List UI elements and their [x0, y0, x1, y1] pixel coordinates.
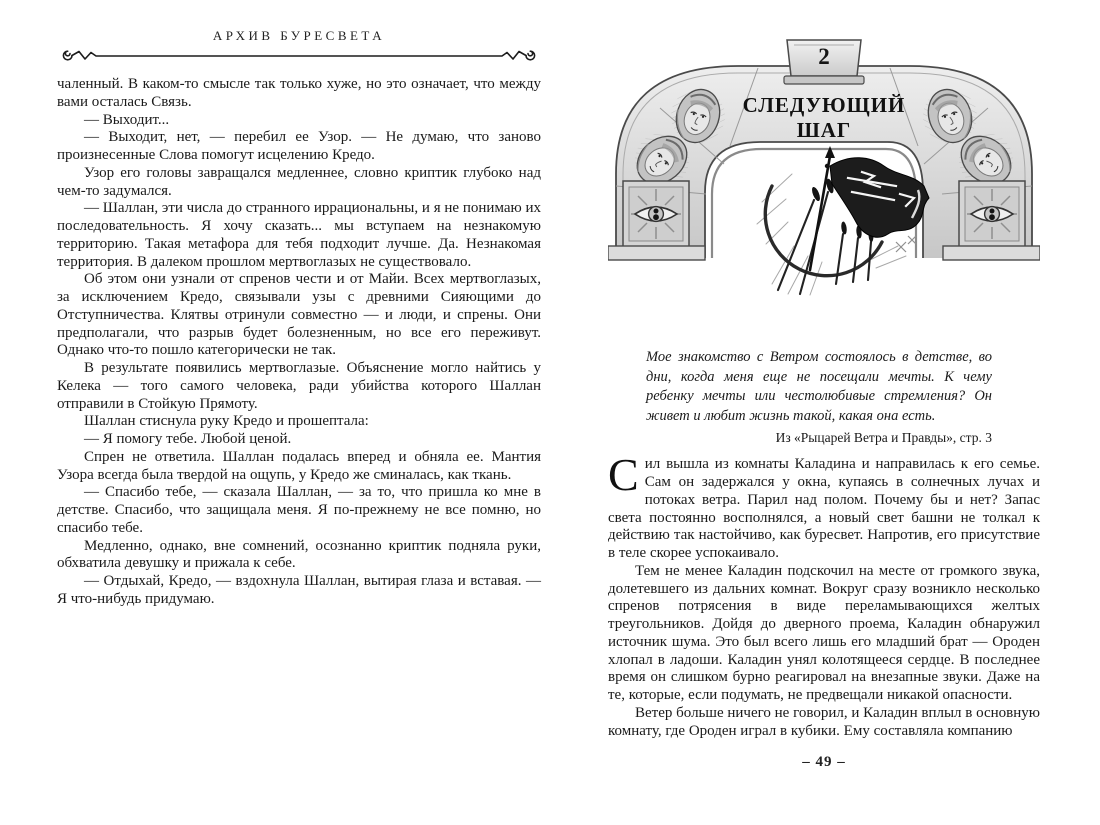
right-page — [608, 30, 1040, 740]
paragraph: — Шаллан, эти числа до странного иррациональны, и я не понимаю их последовательность. Я хочу сказать... мы вступаем на незнакомую территорию. Такая метафора для тебя подходит лучше. Да. Незнакомая территория. В далеком прошлом мертвоглазых не существовало. — [57, 200, 541, 270]
epigraph — [646, 348, 992, 446]
header-flourish-rule — [57, 48, 541, 63]
running-head: АРХИВ БУРЕСВЕТА — [212, 28, 386, 43]
chapter-ornament — [608, 36, 1040, 296]
right-page-text — [608, 449, 1040, 740]
paragraph: Об этом они узнали от спренов чести и от Майи. Всех мертвоглазых, за исключением Кредо, связывали узы с древними Сияющими до Отступничества. Клятвы отринули совместно — и люди, и спрены. Они предполагали, что разрыв будет болезненным, но все его переживут. Однако что-то пошло категорически не так. — [57, 271, 541, 359]
chapter-number: 2 — [818, 44, 830, 69]
paragraph: Ветер больше ничего не говорил, и Каладин вплыл в основную комнату, где Ороден играл в кубики. Ему составляла компанию — [608, 704, 1040, 739]
chapter-title-line2: ШАГ — [796, 118, 852, 142]
paragraph: — Я помогу тебе. Любой ценой. — [84, 431, 292, 447]
left-page — [57, 28, 541, 609]
paragraph — [608, 449, 1040, 563]
page-number: – 49 – — [802, 754, 846, 770]
paragraph: Медленно, однако, вне сомнений, осознанно криптик подняла руки, обхватила девушку и прижала к себе. — [57, 537, 541, 572]
paragraph: чаленный. В каком-то смысле так только хуже, но это означает, что между вами осталась Связь. — [57, 76, 541, 110]
flourish-icon — [57, 48, 541, 63]
paragraph: Тем не менее Каладин подскочил на месте от громкого звука, долетевшего из дальних комнат. Вокруг сразу возникло несколько спренов потрясения в виде переламывающихся желтых треугольников. Дойдя до дверного проема, Каладин обнаружил источник шума. Это был всего лишь его младший брат — Ороден хлопал в ладоши. Каладин унял колотящееся сердце. В последнее время он слишком бурно реагировал на внезапные звуки. Даже на те, которые, если подумать, не предвещали никакой опасности. — [608, 562, 1040, 704]
paragraph: Шаллан стиснула руку Кредо и прошептала: — [84, 413, 369, 430]
paragraph: — Выходит... — [84, 111, 170, 128]
paragraph: — Отдыхай, Кредо, — вздохнула Шаллан, вытирая глаза и вставая. — Я что-нибудь придумаю. — [57, 573, 541, 607]
paragraph: В результате появились мертвоглазые. Объяснение могло найтись у Келека — того самого человека, ради убийства которого Шаллан отправили в Стойкую Прямоту. — [57, 360, 541, 412]
paragraph: — Выходит, нет, — перебил ее Узор. — Не думаю, что заново произнесенные Слова помогут исцелению Кредо. — [57, 129, 541, 163]
banner-and-spears-illustration — [750, 144, 936, 296]
epigraph-attribution: Из «Рыцарей Ветра и Правды», стр. 3 — [775, 430, 992, 446]
left-page-text — [57, 76, 541, 609]
paragraph: Узор его головы завращался медленнее, словно криптик глубоко над чем-то задумался. — [57, 164, 541, 199]
paragraph: — Спасибо тебе, — сказала Шаллан, — за то, что пришла ко мне в детстве. Спасибо, что защищала меня. Я по-прежнему не все помню, но спасибо тебе. — [57, 484, 541, 536]
chapter-title-line1: СЛЕДУЮЩИЙ — [742, 93, 906, 117]
dropcap: С — [608, 449, 639, 501]
paragraph-text: ил вышла из комнаты Каладина и направилась к его семье. Сам он задержался у окна, купаясь в солнечных лучах и потоках ветра. Парил над полом. Почему бы и нет? Запас света постоянно восполнялся, а новый свет башни не толкал к действию так настойчиво, как буресвет. Напротив, его присутствие в теле скорее успокаивало. — [608, 456, 1040, 562]
chapter-title — [608, 93, 1040, 143]
paragraph: Спрен не ответила. Шаллан подалась вперед и обняла ее. Мантия Узора всегда была твердой на ощупь, у Кредо же сминалась, как ткань. — [57, 448, 541, 483]
epigraph-text: Мое знакомство с Ветром состоялось в детстве, во дни, когда меня еще не посещали мечты. К чему ребенку мечты или честолюбивые стремления? Он живет и любит жизнь такой, какая она есть. — [646, 349, 992, 424]
